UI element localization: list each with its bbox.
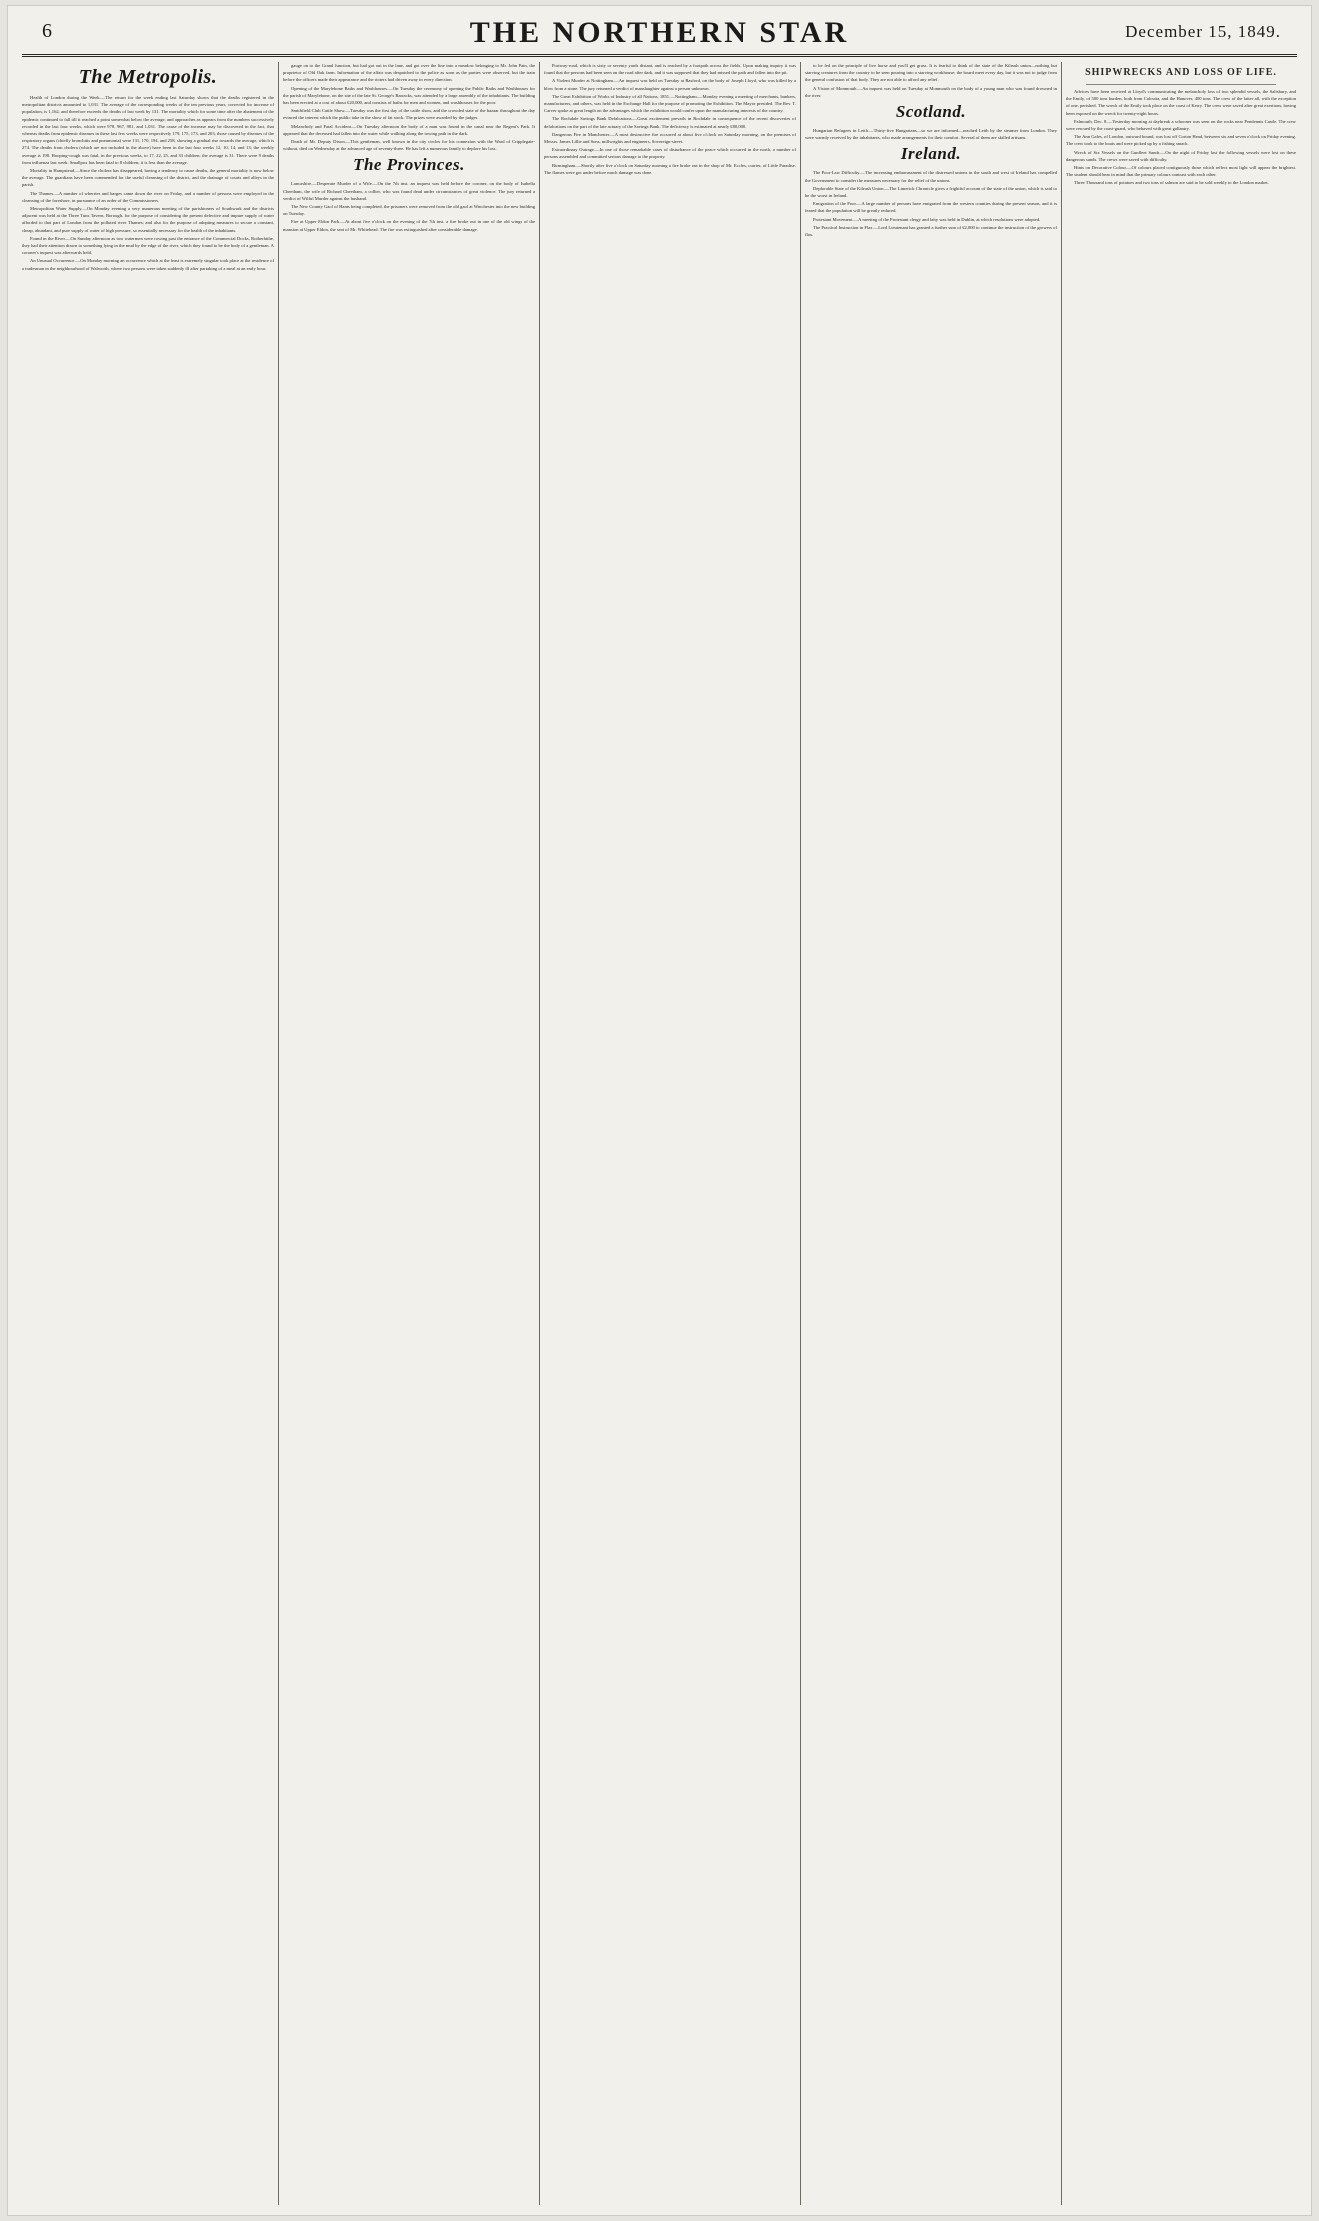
column-rule xyxy=(278,62,279,2205)
divider xyxy=(1086,84,1276,85)
article: The New County Gaol of Hants being completed, the prisoners were removed from the old gaol at Winchester into the new building on Tuesday. xyxy=(283,204,535,217)
section-heading-scotland: Scotland. xyxy=(895,102,967,122)
article: An Unusual Occurrence.—On Monday morning an occurrence which at the least is extremely singular took place at the residence of a tradesman in the neighbourhood of Walworth, where two persons were taken suddenly ill after partaking of a meal at an early hour. xyxy=(22,258,274,271)
article: Wreck of Six Vessels on the Gunfleet Sands.—On the night of Friday last the following vessels were lost on these dangerous sands. The crews were saved with difficulty. xyxy=(1066,149,1296,162)
column-2 xyxy=(283,62,535,2205)
column-rule xyxy=(800,62,801,2205)
article: Hungarian Refugees in Leith.—Thirty-five Hungarians—so we are informed—reached Leith by the steamer from London. They were warmly received by the inhabitants, who made arrangements for their comfort. Several of them are skilled artisans. xyxy=(805,128,1057,141)
article: Falmouth, Dec. 8.—Yesterday morning at daybreak a schooner was seen on the rocks near Pendennis Castle. The crew were rescued by the coast-guard, who behaved with great gallantry. xyxy=(1066,118,1296,132)
article: Protestant Movement.—A meeting of the Protestant clergy and laity was held in Dublin, at which resolutions were adopted. xyxy=(813,216,1041,222)
article: Dangerous Fire in Manchester.—A most destructive fire occurred at about five o'clock on Saturday morning, on the premises of Messrs. James Lillie and Sons, millwrights and engineers, Sovereign-street. xyxy=(544,131,796,145)
newspaper-page xyxy=(8,6,1311,2215)
article: A Violent Murder at Nottingham.—An inquest was held on Tuesday at Basford, on the body of Joseph Lloyd, who was killed by a blow from a stone. The jury returned a verdict of manslaughter against a person unknown. xyxy=(544,78,796,91)
column-5 xyxy=(1066,62,1296,2205)
column-3 xyxy=(544,62,796,2205)
column-rule xyxy=(539,62,540,2205)
article: gauge on to the Grand Junction, but had got out in the lane, and got over the line into a meadow belonging to Mr. John Pain, the proprietor of Old Oak farm. Information of the affair was despatched to the police as soon as the parties were observed, but the train before the officers made their appearance and the rioters had driven away in every direction. xyxy=(283,63,535,83)
article: Hints on Decorative Colour.—Of colours placed contiguously those which reflect most light will appear the brightest. The student should bear in mind that the primary colours contrast with each other. xyxy=(1066,165,1296,178)
article: Fire at Upper Eldon Park.—At about five o'clock on the evening of the 7th inst. a fire broke out in one of the old wings of the mansion at Upper Eldon, the seat of Mr. Whitehead. The fire was extinguished after considerable damage. xyxy=(283,219,535,232)
columns xyxy=(22,62,1297,2205)
article: Extraordinary Outrage.—In one of those remarkable cases of disturbance of the peace which occurred in the north, a number of persons assembled and committed serious damage to the property. xyxy=(544,147,796,160)
article: Lancashire.—Desperate Murder of a Wife.—On the 7th inst. an inquest was held before the coroner, on the body of Isabella Cheetham, the wife of Richard Cheetham, a collier, who was found dead under circumstances of great violence. The jury returned a verdict of Wilful Murder against the husband. xyxy=(283,181,535,201)
article: to be fed on the principle of live horse and you'll get grass. It is fearful to think of the state of the Kilrush union—nothing but starving creatures from the country to be seen pouring into a starving workhouse; the board meet every day, but it was not to judge from the general confusion of that body. They are not able to afford any relief. xyxy=(805,63,1057,83)
issue-date: December 15, 1849. xyxy=(1125,22,1281,41)
article: Health of London during the Week.—The return for the week ending last Saturday shows that the deaths registered in the metropolitan districts amounted to 1,031. The average of the corresponding weeks of the ten previous years, corrected for increase of population, is 1,162, and therefore exceeds the deaths of last week by 131. The mortality which for some time after the abatement of the epidemic continued to fall till it reached a point somewhat below the average, and approaches as appears from the numbers successively recorded in the last four weeks, which were 978, 967, 981, and 1,031. The cause of the increase may be discovered in the fact, that whereas deaths from epidemic diseases in these last few weeks were respectively 179, 175, 173, and 203, those caused by diseases of the respiratory organs (chiefly bronchitis and pneumonia) were 131, 170, 194, and 258, showing a gradual rise towards the average, which is 274. The deaths from cholera (which are not included in the above) have been in the last four weeks 12, 10, 14, and 13; the weekly average is 198. Hooping-cough was fatal, in the previous weeks, to 17, 22, 25, and 33 children; the average is 31. There were 9 deaths from influenza last week. Smallpox has been fatal to 8 children; it is less than the average. xyxy=(22,95,274,165)
article: A Vision of Monmouth.—An inquest was held on Tuesday at Monmouth on the body of a young man who was found drowned in the river. xyxy=(805,85,1057,98)
section-heading-ireland: Ireland. xyxy=(900,144,962,164)
page-number: 6 xyxy=(42,20,52,42)
article: Metropolitan Water Supply.—On Monday evening a very numerous meeting of the parishioners of Southwark and the districts adjacent was held at the Three Tuns Tavern, Borough, for the purpose of considering the present defective and impure supply of water afforded to that part of London from the polluted river Thames; and also for the purpose of adopting measures to secure a constant, cheap, abundant, and pure supply of water of high pressure, so essentially necessary for the health of the inhabitants. xyxy=(22,206,274,233)
column-4 xyxy=(805,62,1057,2205)
article: Opening of the Marylebone Baths and Washhouses.—On Tuesday the ceremony of opening the Public Baths and Washhouses for the parish of Marylebone, on the site of the late St. George's Barracks, was attended by a large assembly of the inhabitants. The building has been erected at a cost of about £20,000, and consists of baths for men and women, and washhouses for the poor. xyxy=(283,85,535,106)
section-heading-provinces: The Provinces. xyxy=(353,155,465,175)
article: Death of Mr. Deputy Dixon.—This gentleman, well known in the city circles for his connexion with the Ward of Cripplegate-without, died on Wednesday at the advanced age of seventy-three. He has left a numerous family to deplore his loss. xyxy=(283,139,535,152)
column-1 xyxy=(22,62,274,2205)
article: Portway-road, which is sixty or seventy yards distant, and is reached by a footpath across the fields. Upon making inquiry it was found that the persons had been seen on the road after dark, and it was supposed that they had missed the path and fallen into the pit. xyxy=(544,63,796,76)
article: Melancholy and Fatal Accident.—On Tuesday afternoon the body of a man was found in the canal near the Regent's Park. It appeared that the deceased had fallen into the water while walking along the towing path in the dark. xyxy=(283,123,535,136)
article: Mortality in Hampstead.—Since the cholera has disappeared, having a tendency to cause deaths, the general mortality is now below the average. The guardians have been commended for the useful cleansing of the district, and the drainage of courts and alleys in the parish. xyxy=(22,168,274,188)
article: Smithfield Club Cattle Show.—Tuesday was the first day of the cattle show, and the crowded state of the bazaar throughout the day evinced the interest which the public take in the show of fat stock. The prizes were awarded by the judges. xyxy=(283,108,535,121)
article: Birmingham.—Shortly after five o'clock on Saturday morning a fire broke out in the shop of Mr. Eccles, currier, of Little Paradise. The flames were got under before much damage was done. xyxy=(544,162,796,175)
article: The Ann Gales, of London, outward bound, was lost off Corton Head, between six and seven o'clock on Friday evening. The crew took to the boats and were picked up by a fishing smack. xyxy=(1066,134,1296,147)
column-rule xyxy=(1061,62,1062,2205)
article: Advices have been received at Lloyd's communicating the melancholy loss of two splendid vessels, the Salisbury, and the Emily, of 500 tons burden, both from Calcutta, and the Hanover, 400 tons. The crew of the latter all, with the exception of one, perished. The wreck of the Emily took place on the coast of Kerry. The crew were saved after great exertions, having been exposed on the wreck for twenty-eight hours. xyxy=(1066,89,1296,116)
section-heading-metropolis: The Metropolis. xyxy=(78,66,218,88)
section-heading-shipwrecks: SHIPWRECKS AND LOSS OF LIFE. xyxy=(1085,67,1277,78)
article: Three Thousand tons of potatoes and two tons of salmon are said to be sold weekly to the London market. xyxy=(1074,180,1269,186)
article: The Poor-Law Difficulty.—The increasing embarrassment of the distressed unions in the south and west of Ireland has compelled the Government to consider the measures necessary for the relief of the unions. xyxy=(805,170,1057,183)
article: The Rochdale Savings Bank Defalcations.—Great excitement prevails in Rochdale in consequence of the recent discoveries of defalcations on the part of the late actuary of the Savings Bank. The deficiency is estimated at nearly £80,000. xyxy=(544,116,796,129)
article: Emigration of the Poor.—A large number of persons have emigrated from the western counties during the present season, and it is feared that the population will be greatly reduced. xyxy=(805,201,1057,214)
article: The Practical Instruction in Flax.—Lord Lieutenant has granted a further sum of £2,000 to continue the instruction of the growers of flax. xyxy=(805,224,1057,238)
article: Found in the River.—On Sunday afternoon as two watermen were rowing past the entrance of the Commercial Docks, Rotherhithe, they had their attention drawn to something lying in the mud by the edge of the river, which they found to be the body of a gentleman. A coroner's inquest was afterwards held. xyxy=(22,235,274,256)
newspaper-title: THE NORTHERN STAR xyxy=(469,16,850,49)
article: The Great Exhibition of Works of Industry of all Nations, 1851.—Nottingham.—Monday evening a meeting of merchants, bankers, manufacturers, and others, was held in the Exchange Hall for the purpose of promoting the Exhibition. The Mayor presided. The Rev. T. Carver spoke at great length on the advantages which the exhibition would confer upon the manufacturing interests of the country. xyxy=(544,93,796,114)
article: The Thames.—A number of wherries and barges came down the river on Friday, and a number of persons were employed in the cleansing of the foreshore, in pursuance of an order of the Commissioners. xyxy=(22,190,274,203)
masthead xyxy=(22,14,1297,57)
article: Deplorable State of the Kilrush Union.—The Limerick Chronicle gives a frightful account of the state of the union, which is said to be the worst in Ireland. xyxy=(805,185,1057,199)
